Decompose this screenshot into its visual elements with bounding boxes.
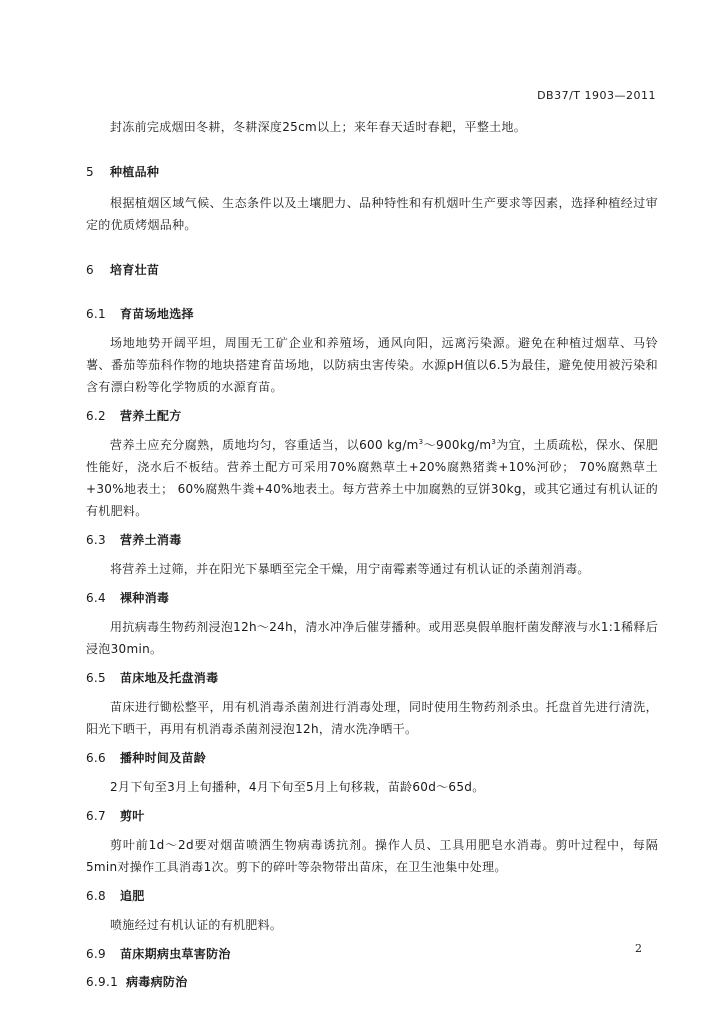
section-6-7-heading: 6.7 剪叶 xyxy=(86,809,145,823)
section-6-9-heading: 6.9 苗床期病虫草害防治 xyxy=(86,947,231,961)
section-6-4-body: 用抗病毒生物药剂浸泡12h～24h，清水冲净后催芽播种。或用恶臭假单胞杆菌发酵液与水1:1稀释后浸泡30min。 xyxy=(86,620,658,656)
section-6-3-body: 将营养土过筛，并在阳光下暴晒至完全干燥，用宁南霉素等通过有机认证的杀菌剂消毒。 xyxy=(110,562,590,576)
section-5-heading: 5 种植品种 xyxy=(86,165,160,179)
section-6-5-body: 苗床进行锄松整平，用有机消毒杀菌剂进行消毒处理，同时使用生物药剂杀虫。托盘首先进行清洗，阳光下晒干，再用有机消毒杀菌剂浸泡12h，清水洗净晒干。 xyxy=(86,700,658,736)
intro-paragraph: 封冻前完成烟田冬耕，冬耕深度25cm以上；来年春天适时春耙，平整土地。 xyxy=(110,120,527,134)
page-number: 2 xyxy=(635,942,642,955)
section-6-heading: 6 培育壮苗 xyxy=(86,263,160,277)
section-6-7-body: 剪叶前1d～2d要对烟苗喷洒生物病毒诱抗剂。操作人员、工具用肥皂水消毒。剪叶过程中，每隔5min对操作工具消毒1次。剪下的碎叶等杂物带出苗床，在卫生池集中处理。 xyxy=(86,838,658,874)
section-6-1-body: 场地地势开阔平坦，周围无工矿企业和养殖场，通风向阳，远离污染源。避免在种植过烟草、马铃薯、番茄等茄科作物的地块搭建育苗场地，以防病虫害传染。水源pH值以6.5为最佳，避免使用被污染和含有漂白粉等化学物质的水源育苗。 xyxy=(86,336,658,394)
document-code: DB37/T 1903—2011 xyxy=(537,89,656,102)
section-6-1-heading: 6.1 育苗场地选择 xyxy=(86,307,194,321)
section-6-5-heading: 6.5 苗床地及托盘消毒 xyxy=(86,671,219,685)
section-6-3-heading: 6.3 营养土消毒 xyxy=(86,533,182,547)
section-6-8-body: 喷施经过有机认证的有机肥料。 xyxy=(110,918,283,932)
section-6-8-heading: 6.8 追肥 xyxy=(86,889,145,903)
section-6-9-1-heading: 6.9.1 病毒病防治 xyxy=(86,975,188,989)
section-5-body: 根据植烟区域气候、生态条件以及土壤肥力、品种特性和有机烟叶生产要求等因素，选择种植经过审定的优质烤烟品种。 xyxy=(86,196,658,232)
section-6-4-heading: 6.4 裸种消毒 xyxy=(86,591,170,605)
section-6-6-heading: 6.6 播种时间及苗龄 xyxy=(86,751,207,765)
section-6-2-body: 营养土应充分腐熟，质地均匀，容重适当，以600 $kg/m^3\sim 900kg/m^3$为宜，土质疏松，保水、保肥性能好，浇水后不板结。营养土配方可采用70%腐熟草土+20%腐熟猪粪+10%河砂； 70%腐熟草土+30%地表土； 60%腐熟牛粪+40%地表土。每方营养土中加腐熟的豆饼30kg，或其它通过有机认证的有机肥料。 xyxy=(86,438,659,518)
document-body xyxy=(86,116,658,992)
section-6-2-heading: 6.2 营养土配方 xyxy=(86,409,182,423)
section-6-6-body: 2月下旬至3月上旬播种，4月下旬至5月上旬移栽，苗龄60d～65d。 xyxy=(110,780,485,794)
